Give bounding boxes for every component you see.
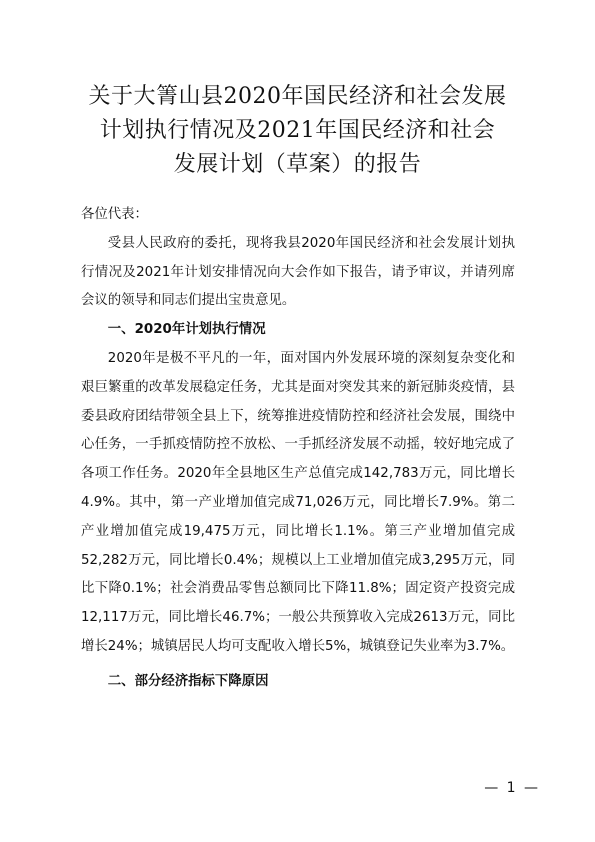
salutation: 各位代表：: [81, 207, 148, 222]
title-line-1: 关于大箐山县2020年国民经济和社会发展: [88, 84, 507, 109]
intro-paragraph: 受县人民政府的委托，现将我县2020年国民经济和社会发展计划执行情况及2021年计划安排情况向大会作如下报告，请予审议，并请列席会议的领导和同志们提出宝贵意见。: [81, 235, 515, 309]
title-line-2: 计划执行情况及2021年国民经济和社会: [99, 118, 496, 143]
document-body: [81, 201, 515, 697]
page-number: — 1 —: [484, 780, 540, 796]
section2-heading: 二、部分经济指标下降原因: [107, 673, 269, 689]
title-line-3: 发展计划（草案）的报告: [173, 152, 422, 177]
section1-heading: 一、2020年计划执行情况: [107, 322, 266, 338]
document-title: [60, 80, 535, 182]
section1-paragraph: 2020年是极不平凡的一年，面对国内外发展环境的深刻复杂变化和艰巨繁重的改革发展稳定任务，尤其是面对突发其来的新冠肺炎疫情，县委县政府团结带领全县上下，统筹推进疫情防控和经济社会发展，围绕中心任务，一手抓疫情防控不放松、一手抓经济发展不动摇，较好地完成了各项工作任务。2020年全县地区生产总值完成142,783万元，同比增长4.9%。其中，第一产业增加值完成71,026万元，同比增长7.9%。第二产业增加值完成19,475万元，同比增长1.1%。第三产业增加值完成52,282万元，同比增长0.4%；规模以上工业增加值完成3,295万元，同比下降0.1%；社会消费品零售总额同比下降11.8%；固定资产投资完成12,117万元，同比增长46.7%；一般公共预算收入完成2613万元，同比增长24%；城镇居民人均可支配收入增长5%，城镇登记失业率为3.7%。: [81, 350, 515, 654]
